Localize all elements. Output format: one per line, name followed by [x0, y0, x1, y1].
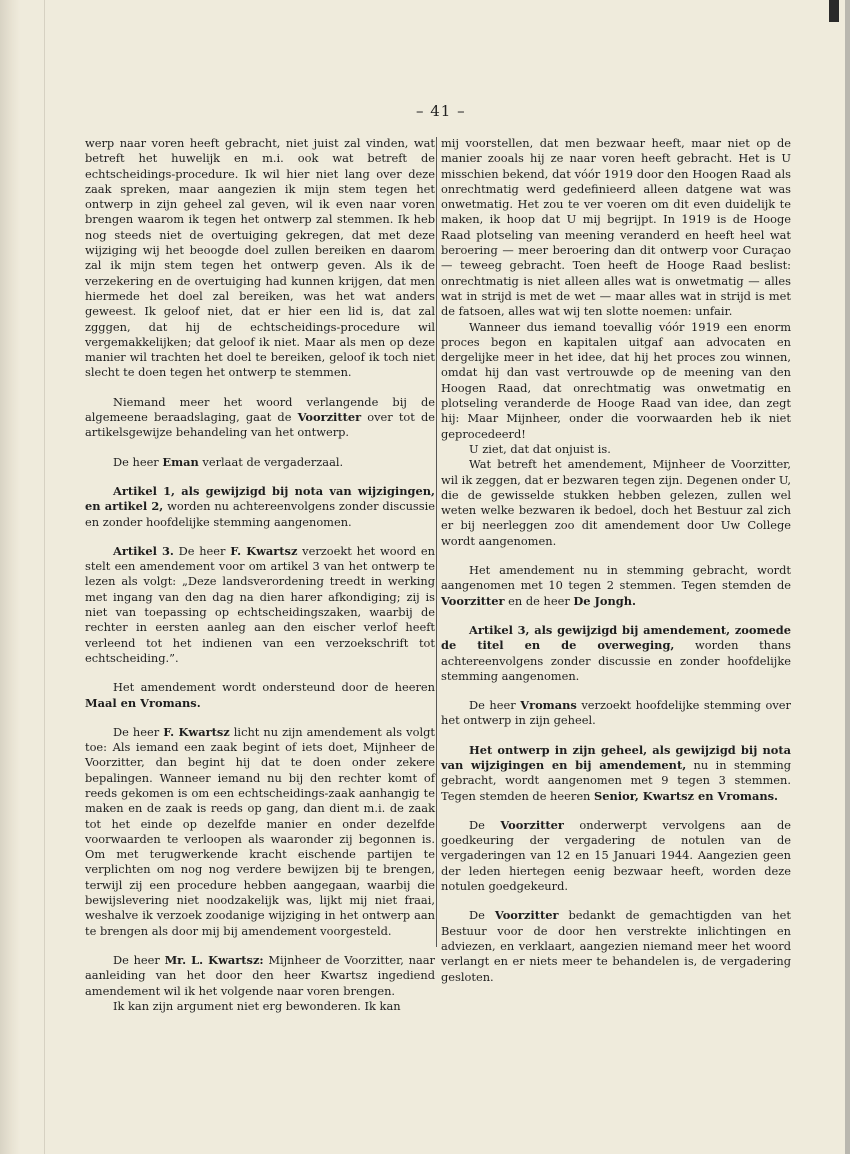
- paragraph: U ziet, dat dat onjuist is.: [469, 441, 611, 456]
- paragraph: De heer Mr. L. Kwartsz: Mijnheer de Voorzitter, naar aanleiding van het door den heer Kwartsz ingediend amendement wil ik het volgende naar voren brengen.: [85, 952, 435, 998]
- page-crease: [44, 0, 45, 1154]
- paragraph: Wanneer dus iemand toevallig vóór 1919 een enorm proces begon en kapitalen uitgaf aan advocaten en dergelijke meer in het idee, dat hij het proces zou winnen, omdat hij dan vast vertrouwde op de meening van den Hoogen Raad, dat onrechtmatig was onwetmatig en plotseling veranderde de Hooge Raad van idee, dan zegt hij: Maar Mijnheer, onder die voorwaarden heb ik niet geprocedeerd!: [441, 319, 791, 441]
- paragraph: Wat betreft het amendement, Mijnheer de Voorzitter, wil ik zeggen, dat er bezwaren tegen zijn. Degenen onder U, die de gewisselde stukken hebben gelezen, zullen wel weten welke bezwaren ik bedoel, doch het Bestuur zal zich er bij neerleggen zoo dit amendement door Uw College wordt aangenomen.: [441, 457, 791, 548]
- paragraph: Het amendement wordt ondersteund door de heeren Maal en Vromans.: [85, 680, 435, 710]
- paragraph: Het ontwerp in zijn geheel, als gewijzigd bij nota van wijzigingen en bij amendement, nu in stemming gebracht, wordt aangenomen met 9 tegen 3 stemmen. Tegen stemden de heeren Senior, Kwartsz en Vromans.: [441, 742, 791, 803]
- corner-tab-mark: [829, 0, 839, 22]
- paragraph: Het amendement nu in stemming gebracht, wordt aangenomen met 10 tegen 2 stemmen. Tegen stemden de Voorzitter en de heer De Jongh.: [441, 563, 791, 608]
- column-divider: [436, 137, 437, 947]
- paragraph: Artikel 1, als gewijzigd bij nota van wijzigingen, en artikel 2, worden nu achtereenvolgens zonder discussie en zonder hoofdelijke stemming aangenomen.: [85, 483, 435, 529]
- paragraph: Ik kan zijn argument niet erg bewonderen. Ik kan: [113, 998, 401, 1013]
- page-number: – 41 –: [416, 102, 466, 120]
- left-column: [85, 136, 435, 1023]
- paragraph: De Voorzitter bedankt de gemachtigden van het Bestuur voor de door hen verstrekte inlichtingen en adviezen, en verklaart, aangezien niemand meer het woord verlangt en er niets meer te behandelen is, de vergadering gesloten.: [441, 908, 791, 984]
- paragraph: Artikel 3. De heer F. Kwartsz verzoekt het woord en stelt een amendement voor om artikel 3 van het ontwerp te lezen als volgt: „Deze landsverordening treedt in werking met ingang van den dag na dien harer afkondiging; zij is niet van toepassing op echtscheidingszaken, waarbij de rechter in eersten aanleg aan den eischer verlof heeft verleend tot het indienen van een verzoekschrift tot echtscheiding.”.: [85, 543, 435, 665]
- paragraph: Artikel 3, als gewijzigd bij amendement, zoomede de titel en de overweging, worden thans achtereenvolgens zonder discussie en zonder hoofdelijke stemming aangenomen.: [441, 622, 791, 683]
- page-binding-shadow: [0, 0, 20, 1154]
- right-column: [441, 136, 791, 994]
- paragraph: De heer Vromans verzoekt hoofdelijke stemming over het ontwerp in zijn geheel.: [441, 698, 791, 728]
- paragraph: De heer F. Kwartsz licht nu zijn amendement als volgt toe: Als iemand een zaak begint of iets doet, Mijnheer de Voorzitter, dan begint hij dat te doen onder zekere bepalingen. Wanneer iemand nu bij den rechter komt of reeds gekomen is om een echtscheidings-zaak aanhangig te maken en de zaak is reeds op gang, dan dient m.i. de zaak tot het einde op dezelfde manier en onder dezelfde voorwaarden te verloopen als waaronder zij begonnen is. Om met terugwerkende kracht eischende partijen te verplichten om nog nog verdere bewijzen bij te brengen, terwijl zij een procedure hebben aangegaan, waarbij die bewijslevering niet noodzakelijk was, lijkt mij niet fraai, weshalve ik verzoek zoodanige wijziging in het ontwerp aan te brengen als door mij bij amendement voorgesteld.: [85, 724, 435, 938]
- paragraph: De heer Eman verlaat de vergaderzaal.: [113, 454, 344, 469]
- paragraph: mij voorstellen, dat men bezwaar heeft, maar niet op de manier zooals hij ze naar voren heeft gebracht. Het is U misschien bekend, dat vóór 1919 door den Hoogen Raad als onrechtmatig werd gedefinieerd alleen datgene wat was onwetmatig. Het zou te ver voeren om dit even duidelijk te maken, ik hoop dat U mij begrijpt. In 1919 is de Hooge Raad plotseling van meening veranderd en heeft heel wat beroering — meer beroering dan dit ontwerp voor Curaçao — teweeg gebracht. Toen heeft de Hooge Raad beslist: onrechtmatig is niet alleen alles wat is onwetmatig — alles wat in strijd is met de wet — maar alles wat in strijd is met de fatsoen, alles wat wij ten slotte noemen: unfair.: [441, 136, 791, 319]
- paragraph: werp naar voren heeft gebracht, niet juist zal vinden, wat betreft het huwelijk en m.i. ook wat betreft de echtscheidings-procedure. Ik wil hier niet lang over deze zaak spreken, maar aangezien ik mijn stem tegen het ontwerp in zijn geheel zal geven, wil ik even naar voren brengen waarom ik tegen het ontwerp zal stemmen. Ik heb nog steeds niet de overtuiging gekregen, dat met deze wijziging wij het beoogde doel zullen bereiken en daarom zal ik mijn stem tegen het ontwerp geven. Als ik de verzekering en de overtuiging had kunnen krijgen, dat men hiermede het doel zal bereiken, was het wat anders geweest. Ik geloof niet, dat er hier een lid is, dat zal zgggen, dat hij de echtscheidings-procedure wil vergemakkelijken; dat geloof ik niet. Maar als men op deze manier wil trachten het doel te bereiken, geloof ik toch niet slecht te doen tegen het ontwerp te stemmen.: [85, 136, 435, 380]
- paragraph: Niemand meer het woord verlangende bij de algemeene beraadslaging, gaat de Voorzitter over tot de artikelsgewijze behandeling van het ontwerp.: [85, 394, 435, 440]
- paragraph: De Voorzitter onderwerpt vervolgens aan de goedkeuring der vergadering de notulen van de vergaderingen van 12 en 15 Januari 1944. Aangezien geen der leden hiertegen eenig bezwaar heeft, worden deze notulen goedgekeurd.: [441, 817, 792, 894]
